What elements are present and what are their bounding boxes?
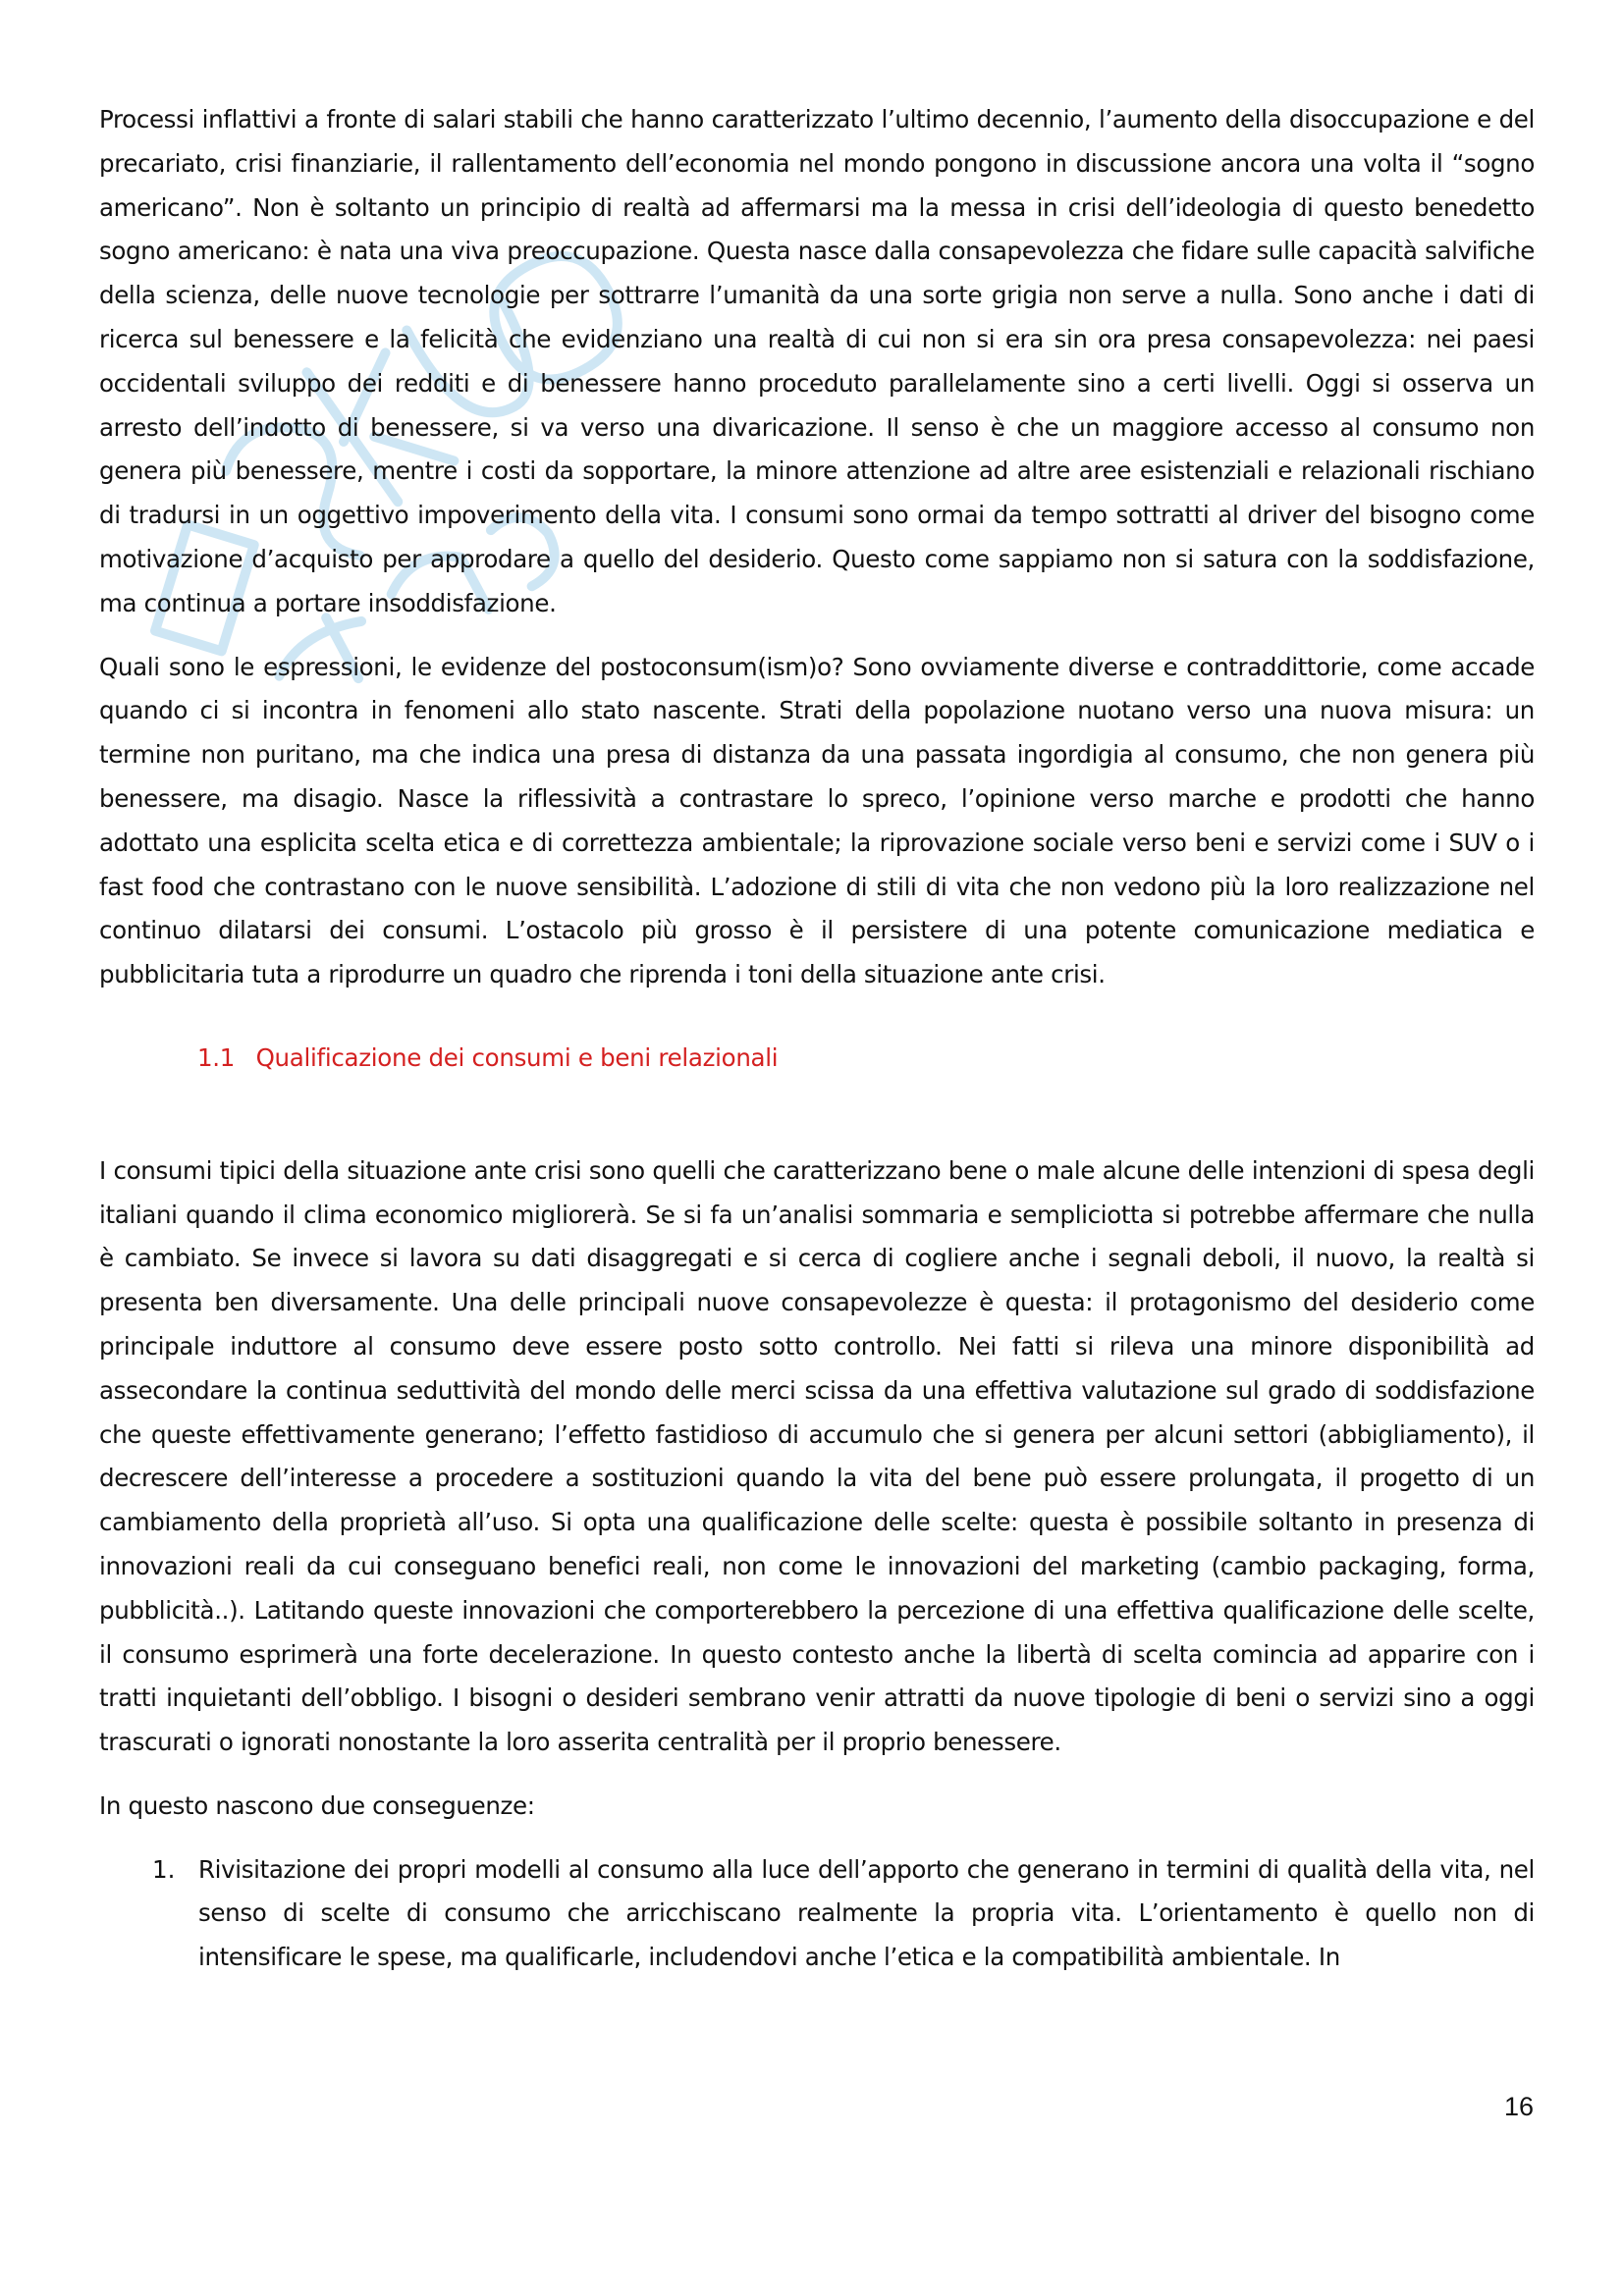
list-item-marker: 1. <box>152 1854 176 1884</box>
section-title: Qualificazione dei consumi e beni relazionali <box>255 1042 779 1072</box>
section-number: 1.1 <box>197 1042 236 1072</box>
body-paragraph-2: Quali sono le espressioni, le evidenze del postoconsum(ism)o? Sono ovviamente diverse e contraddittorie, come accade quando ci si incontra in fenomeni allo stato nascente. Strati della popolazione nuotano verso una nuova misura: un termine non puritano, ma che indica una presa di distanza da una passata ingordigia al consumo, che non genera più benessere, ma disagio. Nasce la riflessività a contrastare lo spreco, l’opinione verso marche e prodotti che hanno adottato una esplicita scelta etica e di correttezza ambientale; la riprovazione sociale verso beni e servizi come i SUV o i fast food che contrastano con le nuove sensibilità. L’adozione di stili di vita che non vedono più la loro realizzazione nel continuo dilatarsi dei consumi. L’ostacolo più grosso è il persistere di una potente comunicazione mediatica e pubblicitaria tuta a riprodurre un quadro che riprenda i toni della situazione ante crisi. <box>99 652 1535 989</box>
body-paragraph-4: In questo nascono due conseguenze: <box>99 1790 535 1820</box>
body-paragraph-3: I consumi tipici della situazione ante crisi sono quelli che caratterizzano bene o male alcune delle intenzioni di spesa degli italiani quando il clima economico migliorerà. Se si fa un’analisi sommaria e sempliciotta si potrebbe affermare che nulla è cambiato. Se invece si lavora su dati disaggregati e si cerca di cogliere anche i segnali deboli, il nuovo, la realtà si presenta ben diversamente. Una delle principali nuove consapevolezze è questa: il protagonismo del desiderio come principale induttore al consumo deve essere posto sotto controllo. Nei fatti si rileva una minore disponibilità ad assecondare la continua seduttività del mondo delle merci scissa da una effettiva valutazione sul grado di soddisfazione che queste effettivamente generano; l’effetto fastidioso di accumulo che si genera per alcuni settori (abbigliamento), il decrescere dell’interesse a procedere a sostituzioni quando la vita del bene può essere prolungata, il progetto di un cambiamento della proprietà all’uso. Si opta una qualificazione delle scelte: questa è possibile soltanto in presenza di innovazioni reali da cui conseguano benefici reali, non come le innovazioni del marketing (cambio packaging, forma, pubblicità..). Latitando queste innovazioni che comporterebbero la percezione di una effettiva qualificazione delle scelte, il consumo esprimerà una forte decelerazione. In questo contesto anche la libertà di scelta comincia ad apparire con i tratti inquietanti dell’obbligo. I bisogni o desideri sembrano venir attratti da nuove tipologie di beni o servizi sino a oggi trascurati o ignorati nonostante la loro asserita centralità per il proprio benessere. <box>99 1155 1535 1757</box>
list-item <box>99 1848 1535 1980</box>
section-heading <box>197 1037 1535 1081</box>
document-page <box>99 98 1535 1980</box>
consequences-list <box>99 1848 1535 1980</box>
list-item-text: Rivisitazione dei propri modelli al consumo alla luce dell’apporto che generano in termini di qualità della vita, nel senso di scelte di consumo che arricchiscano realmente la propria vita. L’orientamento è quello non di intensificare le spese, ma qualificarle, includendovi anche l’etica e la compatibilità ambientale. In <box>198 1854 1535 1972</box>
page-number: 16 <box>1503 2092 1534 2121</box>
body-paragraph-1: Processi inflattivi a fronte di salari stabili che hanno caratterizzato l’ultimo decennio, l’aumento della disoccupazione e del precariato, crisi finanziarie, il rallentamento dell’economia nel mondo pongono in discussione ancora una volta il “sogno americano”. Non è soltanto un principio di realtà ad affermarsi ma la messa in crisi dell’ideologia di questo benedetto sogno americano: è nata una viva preoccupazione. Questa nasce dalla consapevolezza che fidare sulle capacità salvifiche della scienza, delle nuove tecnologie per sottrarre l’umanità da una sorte grigia non serve a nulla. Sono anche i dati di ricerca sul benessere e la felicità che evidenziano una realtà di cui non si era sin ora presa consapevolezza: nei paesi occidentali sviluppo dei redditi e di benessere hanno proceduto parallelamente sino a certi livelli. Oggi si osserva un arresto dell’indotto di benessere, si va verso una divaricazione. Il senso è che un maggiore accesso al consumo non genera più benessere, mentre i costi da sopportare, la minore attenzione ad altre aree esistenziali e relazionali rischiano di tradursi in un oggettivo impoverimento della vita. I consumi sono ormai da tempo sottratti al driver del bisogno come motivazione d’acquisto per approdare a quello del desiderio. Questo come sappiamo non si satura con la soddisfazione, ma continua a portare insoddisfazione. <box>99 105 1535 617</box>
